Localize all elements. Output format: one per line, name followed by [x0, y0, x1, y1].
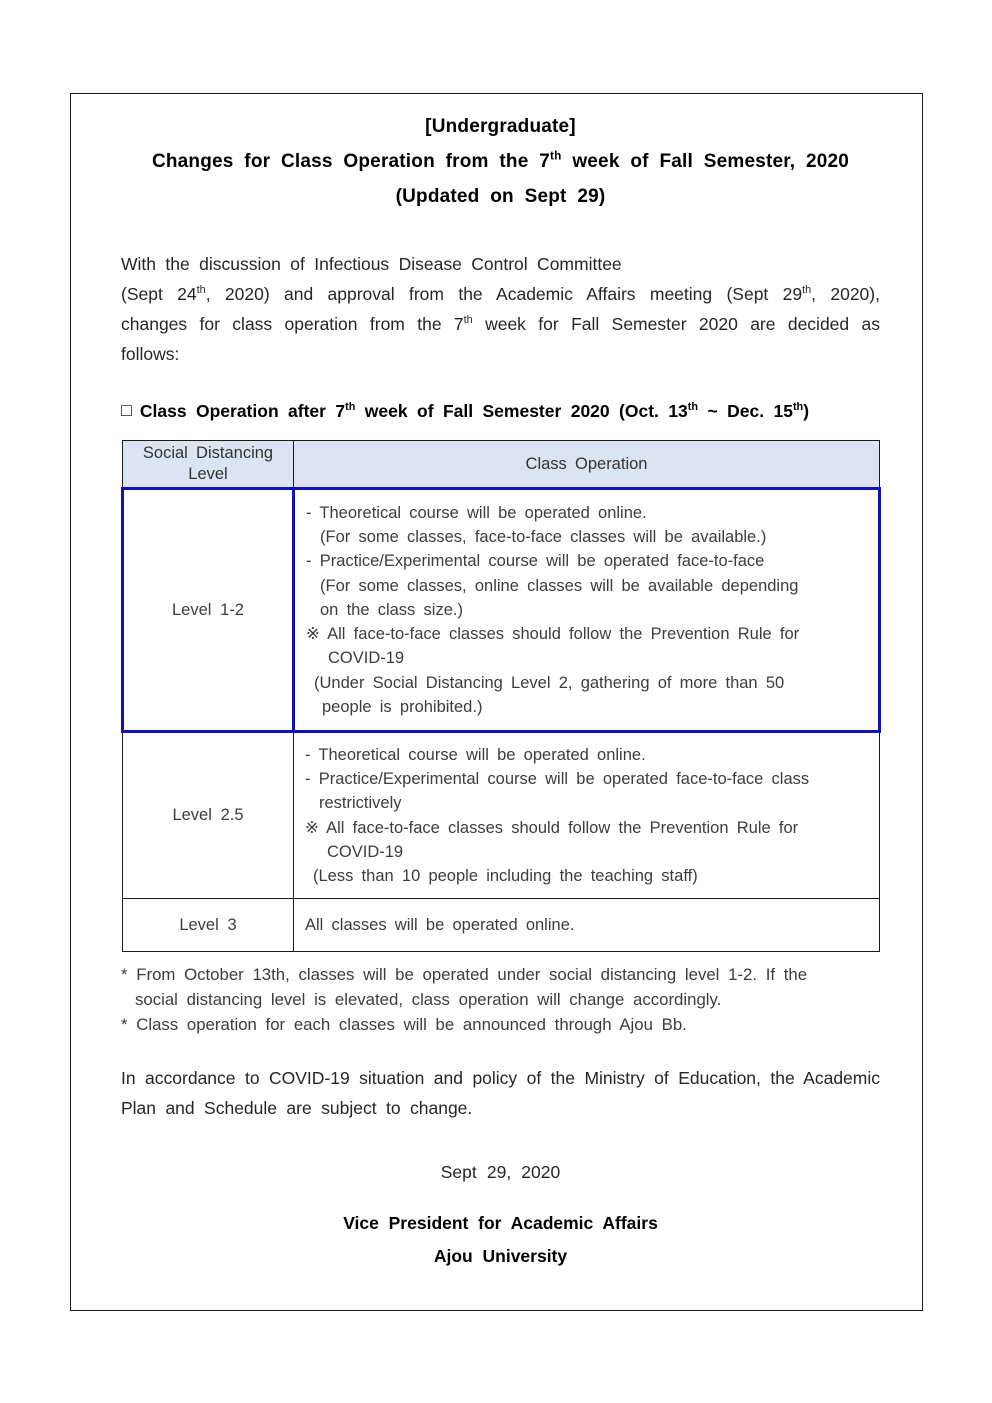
- closing-paragraph: In accordance to COVID-19 situation and policy of the Ministry of Education, the Academic Plan and Schedule are subject to change.: [121, 1067, 880, 1118]
- checkbox-icon: □: [121, 400, 132, 420]
- level-cell: Level 2.5: [123, 732, 294, 899]
- intro-paragraph: [121, 249, 880, 369]
- title-updated: (Updated on Sept 29): [395, 186, 606, 207]
- table-row-level-2-5: [123, 732, 880, 899]
- operation-line: people is prohibited.): [322, 697, 483, 716]
- operation-line: COVID-19: [328, 649, 405, 668]
- signature-org: Ajou University: [433, 1245, 568, 1266]
- operation-line: on the class size.): [320, 600, 463, 619]
- intro-line-1: With the discussion of Infectious Disease Control Committee: [121, 254, 622, 274]
- title-audience: [Undergraduate]: [425, 116, 576, 137]
- operation-line: - Theoretical course will be operated online.: [306, 504, 647, 523]
- title-main: Changes for Class Operation from the 7th week of Fall Semester, 2020: [151, 149, 850, 172]
- operation-cell: [294, 489, 880, 732]
- intro-body: (Sept 24th, 2020) and approval from the Academic Affairs meeting (Sept 29th, 2020), changes for class operation from the 7th week for Fall Semester 2020 are decided as follows:: [121, 284, 880, 364]
- table-header-row: [123, 441, 880, 489]
- operation-line: (Under Social Distancing Level 2, gathering of more than 50: [314, 673, 785, 692]
- operation-line: (For some classes, face-to-face classes will be available.): [320, 528, 767, 547]
- footnote-line: * From October 13th, classes will be operated under social distancing level 1-2. If the: [121, 965, 808, 985]
- page-border: [70, 93, 923, 1311]
- operation-line: All classes will be operated online.: [305, 916, 575, 935]
- operation-line: (Less than 10 people including the teaching staff): [313, 867, 698, 886]
- table-row-level-1-2: [123, 489, 880, 732]
- operation-cell: [294, 899, 880, 952]
- table-row-level-3: [123, 899, 880, 952]
- footnote-line: * Class operation for each classes will be announced through Ajou Bb.: [121, 1014, 687, 1034]
- operation-line: restrictively: [319, 794, 402, 813]
- operation-line: - Theoretical course will be operated online.: [305, 746, 646, 764]
- class-operation-table: [121, 440, 881, 952]
- document-title-block: [121, 113, 880, 210]
- operation-cell: [294, 732, 880, 899]
- footnote-line: social distancing level is elevated, class operation will change accordingly.: [135, 990, 722, 1010]
- operation-line: COVID-19: [327, 842, 404, 861]
- section-heading-text: Class Operation after 7th week of Fall Semester 2020 (Oct. 13th ~ Dec. 15th): [139, 401, 810, 421]
- header-class-operation: Class Operation: [294, 441, 880, 489]
- operation-line: (For some classes, online classes will be available depending: [320, 576, 799, 595]
- signature-title: Vice President for Academic Affairs: [343, 1212, 658, 1233]
- level-cell: Level 3: [123, 899, 294, 952]
- operation-line: ※ All face-to-face classes should follow the Prevention Rule for: [306, 625, 800, 644]
- date-line: Sept 29, 2020: [440, 1161, 561, 1182]
- header-social-distancing-level: Social Distancing Level: [123, 441, 294, 489]
- level-cell: Level 1-2: [123, 489, 294, 732]
- operation-line: - Practice/Experimental course will be operated face-to-face class: [305, 770, 810, 789]
- operation-line: ※ All face-to-face classes should follow the Prevention Rule for: [305, 818, 799, 837]
- section-heading: [121, 397, 880, 425]
- footnotes: [121, 963, 880, 1037]
- operation-line: - Practice/Experimental course will be operated face-to-face: [306, 552, 765, 571]
